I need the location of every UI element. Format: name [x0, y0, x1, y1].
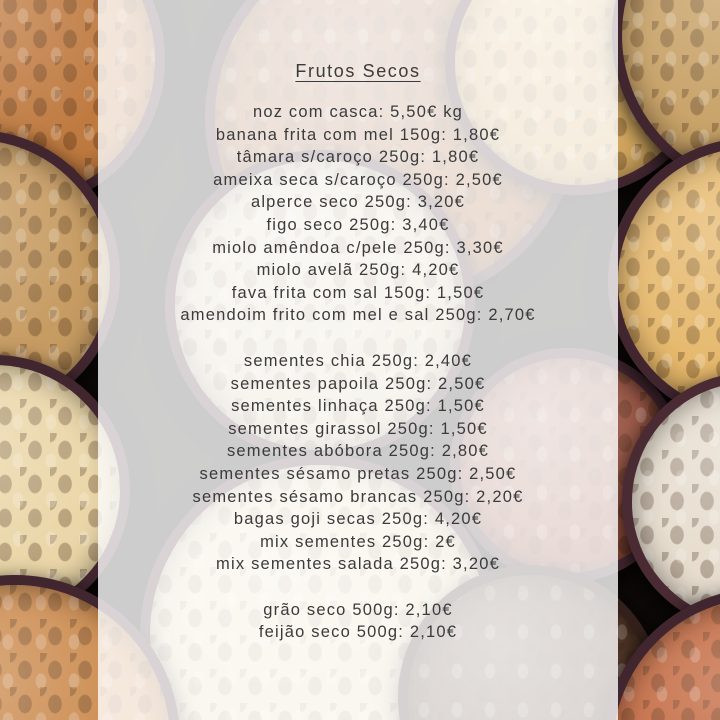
menu-item: ameixa seca s/caroço 250g: 2,50€	[213, 170, 503, 189]
menu-item: amendoim frito com mel e sal 250g: 2,70€	[180, 306, 536, 325]
menu-item: sementes sésamo pretas 250g: 2,50€	[199, 464, 517, 483]
menu-sections	[98, 101, 618, 644]
menu-item: sementes abóbora 250g: 2,80€	[226, 442, 490, 461]
menu-item: fava frita com sal 150g: 1,50€	[231, 283, 485, 302]
menu-item: sementes linhaça 250g: 1,50€	[231, 397, 485, 416]
menu-item: miolo amêndoa c/pele 250g: 3,30€	[212, 238, 504, 257]
menu-item: banana frita com mel 150g: 1,80€	[215, 125, 501, 144]
menu-section	[98, 350, 618, 576]
menu-item: mix sementes 250g: 2€	[260, 532, 456, 551]
menu-item: alperce seco 250g: 3,20€	[250, 193, 466, 212]
menu-item: grão seco 500g: 2,10€	[263, 600, 453, 619]
menu-item: sementes papoila 250g: 2,50€	[230, 374, 486, 393]
menu-item: feijão seco 500g: 2,10€	[258, 623, 458, 642]
menu-item: noz com casca: 5,50€ kg	[252, 103, 464, 121]
menu-section	[98, 599, 618, 644]
menu-item: figo seco 250g: 3,40€	[266, 215, 450, 234]
menu-section	[98, 101, 618, 327]
menu-item: sementes sésamo brancas 250g: 2,20€	[192, 487, 524, 506]
menu-item: mix sementes salada 250g: 3,20€	[216, 555, 500, 574]
menu-item: miolo avelã 250g: 4,20€	[256, 261, 460, 280]
menu-item: sementes girassol 250g: 1,50€	[228, 419, 488, 438]
price-list	[98, 0, 618, 720]
menu-item: tâmara s/caroço 250g: 1,80€	[236, 148, 480, 167]
menu-overlay-panel	[98, 0, 618, 720]
menu-title: Frutos Secos	[295, 61, 421, 81]
menu-item: bagas goji secas 250g: 4,20€	[233, 510, 483, 529]
menu-item: sementes chia 250g: 2,40€	[243, 351, 473, 370]
